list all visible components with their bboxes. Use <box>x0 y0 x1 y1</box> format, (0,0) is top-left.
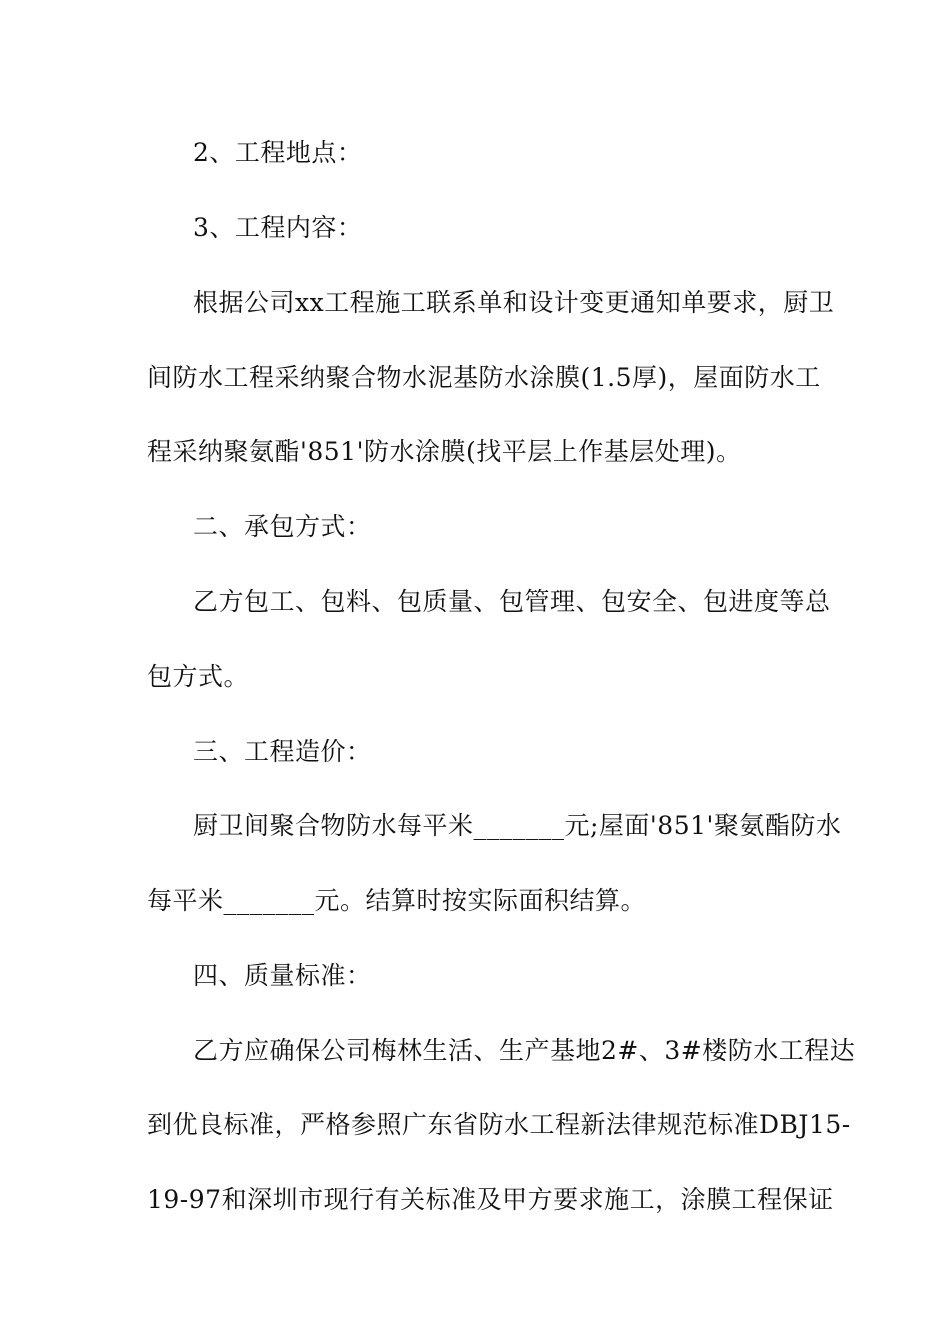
section-heading-quality-standard: 四、质量标准： <box>193 961 372 990</box>
paragraph-line: 厨卫间聚合物防水每平米_______元;屋面'851'聚氨酯防水 <box>193 811 842 840</box>
section-heading-contract-method: 二、承包方式： <box>193 512 372 541</box>
line-project-location: 2、工程地点： <box>193 138 363 167</box>
paragraph-line: 包方式。 <box>147 662 250 691</box>
line-project-content: 3、工程内容： <box>193 213 363 242</box>
section-heading-project-cost: 三、工程造价： <box>193 737 372 766</box>
paragraph-line: 程采纳聚氨酯'851'防水涂膜(找平层上作基层处理)。 <box>147 437 742 466</box>
paragraph-line: 到优良标准，严格参照广东省防水工程新法律规范标准DBJ15- <box>147 1110 851 1139</box>
paragraph-line: 每平米_______元。结算时按实际面积结算。 <box>147 886 647 915</box>
paragraph-line: 间防水工程采纳聚合物水泥基防水涂膜(1.5厚)，屋面防水工 <box>147 363 821 392</box>
paragraph-line: 乙方应确保公司梅林生活、生产基地2#、3#楼防水工程达 <box>193 1036 856 1065</box>
paragraph-line: 根据公司xx工程施工联系单和设计变更通知单要求，厨卫 <box>193 288 835 317</box>
paragraph-line: 19-97和深圳市现行有关标准及甲方要求施工，涂膜工程保证 <box>147 1185 834 1214</box>
paragraph-line: 乙方包工、包料、包质量、包管理、包安全、包进度等总 <box>193 587 831 616</box>
